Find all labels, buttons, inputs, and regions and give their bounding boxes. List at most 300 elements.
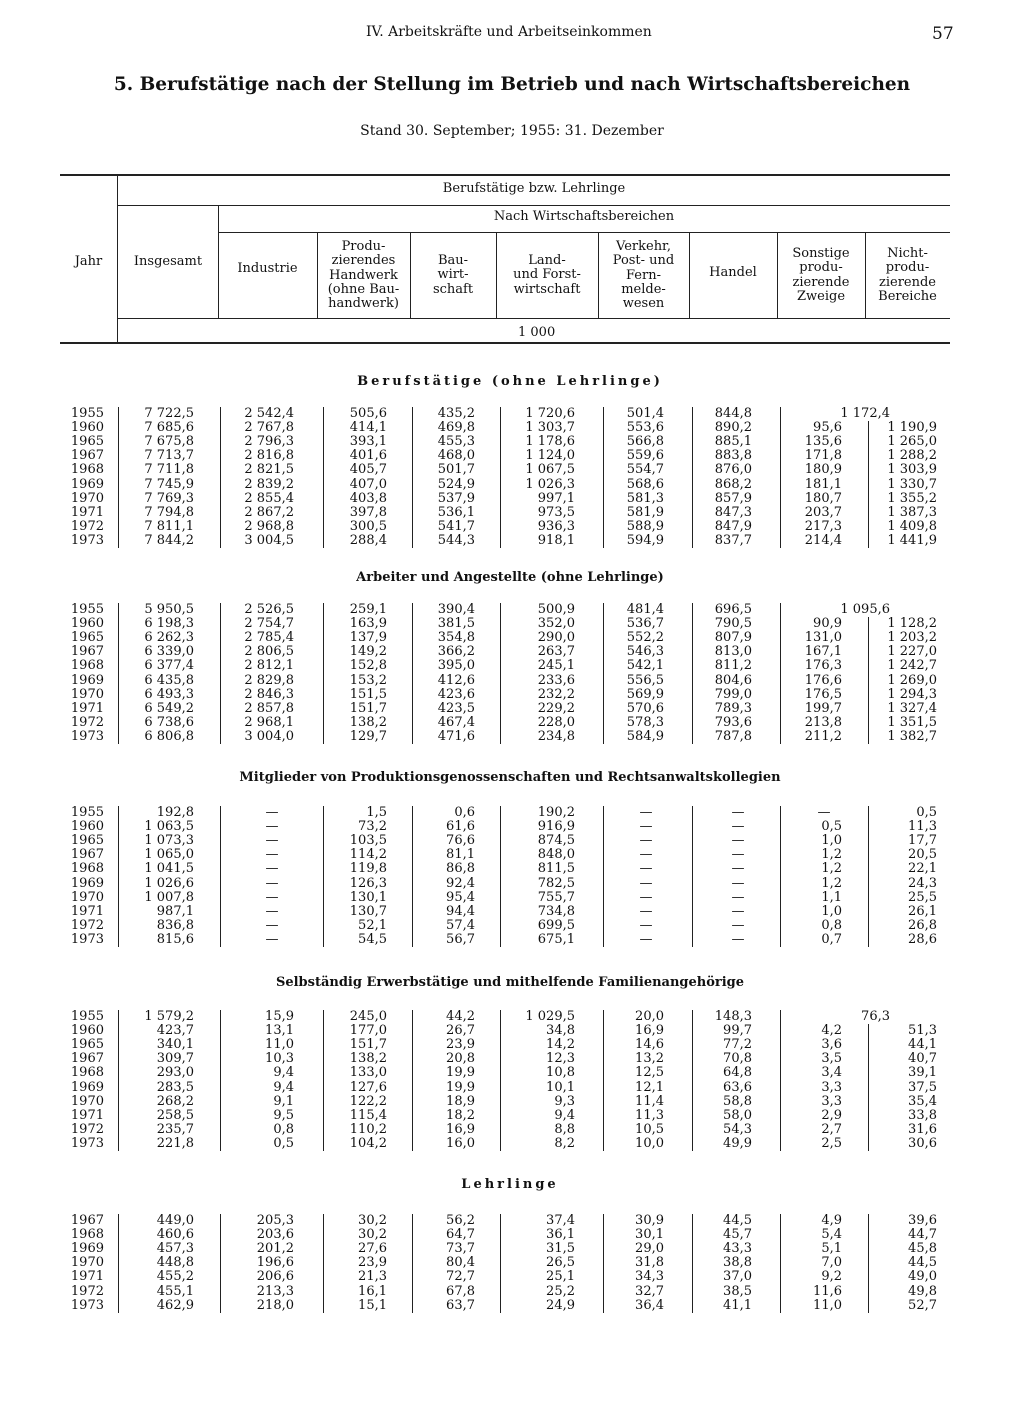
cell-bau: 537,9 [437,490,475,506]
cell-year: 1971 [70,1107,104,1123]
cell-year: 1971 [70,1269,104,1285]
cell-bau: 390,4 [437,602,475,617]
cell-industrie: 2 796,3 [244,434,294,450]
cell-year: 1960 [70,616,104,632]
cell-total: 423,7 [156,1023,194,1039]
cell-total: 293,0 [156,1065,194,1081]
cell-industrie: 0,5 [273,1135,294,1151]
cell-land: 229,2 [537,700,575,716]
cell-handel: 885,1 [714,434,752,450]
header-nicht: Nicht- produ- zierende Bereiche [878,246,937,304]
cell-total: 462,9 [156,1297,194,1313]
cell-handel: — [731,805,745,820]
cell-land: 234,8 [537,728,575,744]
cell-year: 1970 [70,1255,104,1271]
cell-year: 1955 [70,406,104,421]
cell-verkehr: — [639,819,653,835]
cell-land: 12,3 [546,1051,575,1067]
cell-verkehr: — [639,847,653,863]
cell-nicht: 1 269,0 [887,672,937,688]
cell-handwerk: 288,4 [349,532,387,548]
cell-bau: 76,6 [446,833,475,849]
cell-bau: 92,4 [446,875,475,891]
table-row [0,877,1024,891]
cell-industrie: 3 004,5 [244,532,294,548]
cell-sonstige: 90,9 [813,616,842,632]
cell-handwerk: 407,0 [349,476,387,492]
cell-total: 987,1 [156,903,194,919]
cell-nicht: 1 355,2 [887,490,937,506]
cell-industrie: 9,4 [273,1065,294,1081]
cell-nicht: 26,8 [908,917,937,933]
header-bau: Bau- wirt- schaft [432,253,474,297]
page-number: 57 [932,24,954,44]
cell-year: 1970 [70,1093,104,1109]
cell-industrie: 2 839,2 [244,476,294,492]
cell-nicht: 11,3 [908,819,937,835]
cell-handwerk: 177,0 [349,1023,387,1039]
cell-nicht: 49,0 [908,1269,937,1285]
cell-year: 1970 [70,889,104,905]
cell-verkehr: 569,9 [626,686,664,702]
cell-total: 6 339,0 [144,644,194,660]
cell-bau: 18,9 [446,1093,475,1109]
table-row [0,631,1024,645]
cell-land: 734,8 [537,903,575,919]
cell-total: 1 073,3 [144,833,194,849]
cell-industrie: — [265,889,279,905]
cell-verkehr: — [639,875,653,891]
header-industrie: Industrie [237,261,298,276]
cell-sonstige: 2,7 [821,1121,842,1137]
cell-sonstige: 176,5 [804,686,842,702]
cell-handel: 804,6 [714,672,752,688]
cell-sonstige: 11,0 [813,1297,842,1313]
header-jahr: Jahr [74,254,103,269]
cell-year: 1955 [70,1009,104,1024]
cell-sonstige: 176,6 [804,672,842,688]
header-unit: 1 000 [518,325,556,340]
cell-industrie: — [265,847,279,863]
table-row [0,1010,1024,1024]
section-title: Selbständig Erwerbstätige und mithelfende Familienangehörige [275,975,745,990]
cell-handwerk: 23,9 [358,1255,387,1271]
cell-land: 675,1 [537,931,575,947]
cell-year: 1973 [70,1135,104,1151]
cell-sonstige: 4,9 [821,1213,842,1228]
cell-handel: 876,0 [714,462,752,478]
cell-nicht: 1 227,0 [887,644,937,660]
cell-bau: 64,7 [446,1227,475,1243]
cell-handwerk: 245,0 [349,1009,387,1024]
header-rule-unit [118,318,950,319]
cell-sonstige: 1,2 [821,861,842,877]
cell-bau: 56,2 [446,1213,475,1228]
cell-total: 1 579,2 [144,1009,194,1024]
cell-land: 811,5 [537,861,575,877]
cell-land: 14,2 [546,1037,575,1053]
cell-verkehr: 546,3 [626,644,664,660]
cell-land: 973,5 [537,504,575,520]
cell-total: 7 685,6 [144,420,194,436]
cell-bau: 455,3 [437,434,475,450]
cell-year: 1969 [70,1079,104,1095]
header-handwerk: Produ- zierendes Handwerk (ohne Bau- handwerk) [327,239,400,312]
cell-sonstige: 1,2 [821,847,842,863]
cell-bau: 524,9 [437,476,475,492]
cell-year: 1970 [70,490,104,506]
cell-handel: 148,3 [714,1009,752,1024]
table-row [0,1123,1024,1137]
table-row [0,520,1024,534]
cell-verkehr: — [639,917,653,933]
section-title: Mitglieder von Produktionsgenossenschaften und Rechtsanwaltskollegien [239,770,781,785]
cell-bau: 366,2 [437,644,475,660]
table-row [0,1270,1024,1284]
cell-industrie: 218,0 [256,1297,294,1313]
cell-total: 836,8 [156,917,194,933]
cell-bau: 61,6 [446,819,475,835]
table-row [0,1024,1024,1038]
cell-land: 1 026,3 [525,476,575,492]
cell-handwerk: 115,4 [349,1107,387,1123]
table-row [0,1095,1024,1109]
cell-total: 6 377,4 [144,658,194,674]
cell-sonstige: 0,8 [821,917,842,933]
cell-nicht: 45,8 [908,1241,937,1257]
cell-handwerk: 403,8 [349,490,387,506]
cell-bau: 67,8 [446,1283,475,1299]
cell-land: 1 720,6 [525,406,575,421]
cell-industrie: 2 785,4 [244,630,294,646]
cell-total: 7 811,1 [144,518,194,534]
cell-total: 448,8 [156,1255,194,1271]
cell-bau: 469,8 [437,420,475,436]
cell-handel: 41,1 [723,1297,752,1313]
cell-handel: 37,0 [723,1269,752,1285]
cell-nicht: 39,1 [908,1065,937,1081]
cell-total: 455,1 [156,1283,194,1299]
cell-industrie: 10,3 [265,1051,294,1067]
cell-sonstige: 0,7 [821,931,842,947]
cell-nicht: 37,5 [908,1079,937,1095]
cell-bau: 541,7 [437,518,475,534]
header-subgroup: Nach Wirtschaftsbereichen [493,209,675,224]
cell-total: 221,8 [156,1135,194,1151]
cell-verkehr: 481,4 [626,602,664,617]
cell-total: 7 745,9 [144,476,194,492]
cell-land: 9,4 [554,1107,575,1123]
cell-sonstige: 5,1 [821,1241,842,1257]
cell-industrie: 213,3 [256,1283,294,1299]
cell-nicht: 1 128,2 [887,616,937,632]
cell-verkehr: 32,7 [635,1283,664,1299]
table-row [0,820,1024,834]
cell-handwerk: 405,7 [349,462,387,478]
cell-total: 309,7 [156,1051,194,1067]
cell-handel: 847,3 [714,504,752,520]
cell-total: 449,0 [156,1213,194,1228]
cell-verkehr: 570,6 [626,700,664,716]
cell-nicht: 44,5 [908,1255,937,1271]
cell-land: 997,1 [537,490,575,506]
cell-nicht: 1 330,7 [887,476,937,492]
header-sonstige: Sonstige produ- zierende Zweige [792,246,850,304]
cell-verkehr: 11,4 [635,1093,664,1109]
cell-nicht: 0,5 [916,805,937,820]
cell-sonstige: 3,4 [821,1065,842,1081]
cell-bau: 57,4 [446,917,475,933]
cell-total: 6 435,8 [144,672,194,688]
cell-total: 7 711,8 [144,462,194,478]
cell-year: 1968 [70,658,104,674]
cell-verkehr: 566,8 [626,434,664,450]
cell-sonstige: 180,9 [804,462,842,478]
cell-handwerk: 300,5 [349,518,387,534]
cell-bau: 81,1 [446,847,475,863]
table-row [0,478,1024,492]
cell-nicht: 22,1 [908,861,937,877]
cell-land: 10,1 [546,1079,575,1095]
table-row [0,421,1024,435]
cell-year: 1967 [70,847,104,863]
cell-total: 7 722,5 [144,406,194,421]
cell-industrie: — [265,833,279,849]
cell-industrie: 2 816,8 [244,448,294,464]
cell-year: 1969 [70,875,104,891]
cell-sonstige: 95,6 [813,420,842,436]
table-row [0,1299,1024,1313]
cell-land: 1 303,7 [525,420,575,436]
cell-industrie: 13,1 [265,1023,294,1039]
cell-handel: 43,3 [723,1241,752,1257]
cell-year: 1973 [70,1297,104,1313]
cell-total: 258,5 [156,1107,194,1123]
cell-handel: 813,0 [714,644,752,660]
cell-bau: 501,7 [437,462,475,478]
cell-year: 1971 [70,504,104,520]
cell-nicht: 35,4 [908,1093,937,1109]
cell-sonstige: 135,6 [804,434,842,450]
cell-total: 5 950,5 [144,602,194,617]
cell-industrie: 9,1 [273,1093,294,1109]
cell-handwerk: 138,2 [349,714,387,730]
cell-industrie: 11,0 [265,1037,294,1053]
cell-verkehr: — [639,805,653,820]
cell-sonstige: 0,5 [821,819,842,835]
table-row [0,1228,1024,1242]
cell-year: 1955 [70,602,104,617]
cell-sonstige: — [817,805,831,820]
cell-verkehr: 552,2 [626,630,664,646]
cell-handel: 844,8 [714,406,752,421]
cell-industrie: 2 526,5 [244,602,294,617]
cell-year: 1973 [70,931,104,947]
cell-industrie: 2 968,1 [244,714,294,730]
cell-handwerk: 133,0 [349,1065,387,1081]
cell-verkehr: 553,6 [626,420,664,436]
cell-total: 1 063,5 [144,819,194,835]
cell-sonstige: 3,3 [821,1093,842,1109]
cell-handwerk: 397,8 [349,504,387,520]
cell-industrie: 2 857,8 [244,700,294,716]
cell-sonstige: 203,7 [804,504,842,520]
table-row [0,603,1024,617]
cell-industrie: — [265,917,279,933]
table-row [0,674,1024,688]
cell-industrie: 205,3 [256,1213,294,1228]
cell-handel: 837,7 [714,532,752,548]
cell-handwerk: 30,2 [358,1213,387,1228]
cell-sonstige: 11,6 [813,1283,842,1299]
cell-nicht: 1 203,2 [887,630,937,646]
cell-nicht: 44,1 [908,1037,937,1053]
cell-land: 1 029,5 [525,1009,575,1024]
cell-sonstige: 2,9 [821,1107,842,1123]
cell-merged-sonstige-nicht: 1 172,4 [840,406,890,421]
cell-year: 1968 [70,861,104,877]
cell-land: 25,2 [546,1283,575,1299]
cell-total: 460,6 [156,1227,194,1243]
cell-bau: 19,9 [446,1065,475,1081]
cell-verkehr: — [639,861,653,877]
header-verkehr: Verkehr, Post- und Fern- melde- wesen [612,239,675,312]
table-row [0,463,1024,477]
cell-handwerk: 130,1 [349,889,387,905]
cell-handel: 64,8 [723,1065,752,1081]
cell-year: 1973 [70,532,104,548]
table-row [0,1214,1024,1228]
cell-merged-sonstige-nicht: 1 095,6 [840,602,890,617]
cell-handwerk: 127,6 [349,1079,387,1095]
cell-nicht: 1 351,5 [887,714,937,730]
table-row [0,862,1024,876]
cell-handel: 807,9 [714,630,752,646]
section-title: Berufstätige (ohne Lehrlinge) [357,374,663,389]
cell-handwerk: 16,1 [358,1283,387,1299]
cell-land: 263,7 [537,644,575,660]
cell-nicht: 28,6 [908,931,937,947]
cell-year: 1967 [70,1051,104,1067]
cell-bau: 536,1 [437,504,475,520]
table-row [0,702,1024,716]
header-rule-group [118,205,950,206]
cell-verkehr: 581,9 [626,504,664,520]
cell-handel: 799,0 [714,686,752,702]
cell-year: 1965 [70,630,104,646]
cell-handel: 58,8 [723,1093,752,1109]
cell-verkehr: 30,9 [635,1213,664,1228]
cell-handwerk: 138,2 [349,1051,387,1067]
cell-nicht: 51,3 [908,1023,937,1039]
cell-bau: 435,2 [437,406,475,421]
cell-year: 1972 [70,1283,104,1299]
cell-nicht: 1 294,3 [887,686,937,702]
cell-industrie: 2 867,2 [244,504,294,520]
cell-handel: 54,3 [723,1121,752,1137]
cell-year: 1955 [70,805,104,820]
cell-handel: 811,2 [714,658,752,674]
cell-handwerk: 21,3 [358,1269,387,1285]
cell-industrie: 2 968,8 [244,518,294,534]
cell-industrie: — [265,805,279,820]
cell-handel: — [731,847,745,863]
cell-handwerk: 137,9 [349,630,387,646]
cell-bau: 94,4 [446,903,475,919]
table-subtitle: Stand 30. September; 1955: 31. Dezember [360,123,664,139]
cell-handel: 883,8 [714,448,752,464]
cell-year: 1967 [70,644,104,660]
cell-bau: 423,5 [437,700,475,716]
cell-verkehr: 14,6 [635,1037,664,1053]
table-row [0,1081,1024,1095]
cell-total: 340,1 [156,1037,194,1053]
table-row [0,1109,1024,1123]
cell-year: 1965 [70,1037,104,1053]
cell-industrie: 2 855,4 [244,490,294,506]
cell-verkehr: 554,7 [626,462,664,478]
cell-verkehr: 20,0 [635,1009,664,1024]
cell-sonstige: 176,3 [804,658,842,674]
cell-verkehr: 559,6 [626,448,664,464]
cell-handel: 63,6 [723,1079,752,1095]
cell-handwerk: 153,2 [349,672,387,688]
cell-verkehr: 556,5 [626,672,664,688]
cell-industrie: 2 829,8 [244,672,294,688]
table-row [0,506,1024,520]
cell-handwerk: 401,6 [349,448,387,464]
cell-industrie: 206,6 [256,1269,294,1285]
cell-bau: 80,4 [446,1255,475,1271]
cell-land: 36,1 [546,1227,575,1243]
cell-handel: 45,7 [723,1227,752,1243]
cell-land: 8,8 [554,1121,575,1137]
cell-year: 1965 [70,434,104,450]
cell-land: 848,0 [537,847,575,863]
cell-sonstige: 3,5 [821,1051,842,1067]
cell-bau: 354,8 [437,630,475,646]
cell-verkehr: 10,5 [635,1121,664,1137]
cell-bau: 63,7 [446,1297,475,1313]
cell-nicht: 1 441,9 [887,532,937,548]
cell-industrie: 2 767,8 [244,420,294,436]
cell-nicht: 26,1 [908,903,937,919]
cell-verkehr: 29,0 [635,1241,664,1257]
cell-year: 1968 [70,462,104,478]
cell-handwerk: 126,3 [349,875,387,891]
cell-land: 755,7 [537,889,575,905]
cell-nicht: 49,8 [908,1283,937,1299]
cell-verkehr: 568,6 [626,476,664,492]
cell-handel: — [731,819,745,835]
cell-total: 192,8 [156,805,194,820]
cell-bau: 423,6 [437,686,475,702]
cell-total: 7 769,3 [144,490,194,506]
cell-total: 1 041,5 [144,861,194,877]
cell-industrie: 9,4 [273,1079,294,1095]
table-row [0,1256,1024,1270]
cell-industrie: 2 812,1 [244,658,294,674]
cell-industrie: 2 542,4 [244,406,294,421]
cell-merged-sonstige-nicht: 76,3 [861,1009,890,1024]
cell-industrie: — [265,931,279,947]
cell-handwerk: 149,2 [349,644,387,660]
cell-total: 6 262,3 [144,630,194,646]
cell-handwerk: 1,5 [366,805,387,820]
cell-handwerk: 151,7 [349,700,387,716]
cell-year: 1968 [70,1065,104,1081]
cell-sonstige: 9,2 [821,1269,842,1285]
